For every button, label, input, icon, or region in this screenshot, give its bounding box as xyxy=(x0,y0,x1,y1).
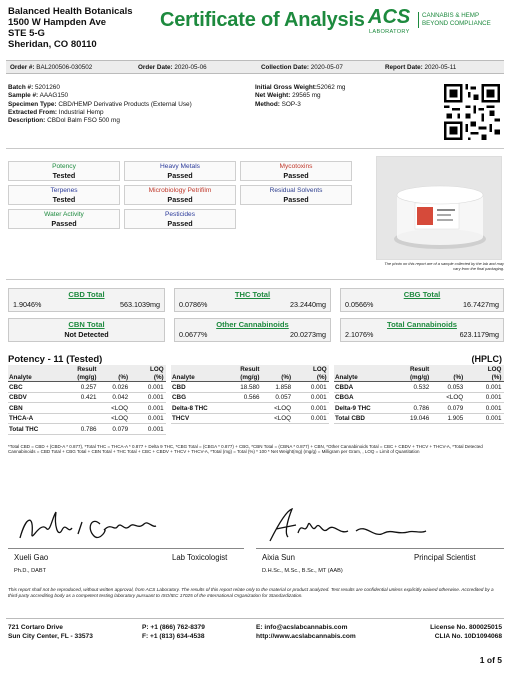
result-percent: <LOQ xyxy=(274,404,292,412)
summary-title: Total Cannabinoids xyxy=(387,320,457,329)
loq-value: 0.001 xyxy=(310,415,327,422)
loq-value: 0.001 xyxy=(485,383,502,391)
result-mg-g: 0.532 xyxy=(413,383,430,391)
summary-title: THC Total xyxy=(234,290,271,299)
signature-line xyxy=(8,548,244,549)
test-heavy-metals[interactable] xyxy=(124,161,236,181)
gross-weight: Initial Gross Weight:52062 mg xyxy=(255,84,346,91)
summary-mg: 16.7427mg xyxy=(463,300,499,309)
sample-info xyxy=(8,84,192,125)
header-loq: LOQ xyxy=(312,366,327,373)
header-result: Result xyxy=(409,366,430,373)
test-status: Passed xyxy=(51,218,77,228)
analyte-name: CBGA xyxy=(335,394,354,401)
signer-credentials-left: Ph.D., DABT xyxy=(14,568,47,574)
test-status: Passed xyxy=(167,194,193,204)
analyte-name: CBC xyxy=(9,383,23,391)
potency-title: Potency - 11 (Tested) xyxy=(8,354,103,365)
cbn-total-box xyxy=(8,318,165,342)
potency-row xyxy=(8,414,166,425)
analyte-name: CBDA xyxy=(335,383,354,391)
page-title: Certificate of Analysis xyxy=(160,9,365,31)
potency-table-1 xyxy=(8,365,166,435)
loq-value: 0.001 xyxy=(147,383,164,391)
potency-header xyxy=(8,365,166,382)
potency-table-2 xyxy=(171,365,329,424)
logo-tag-1: CANNABIS & HEMP xyxy=(422,12,480,19)
potency-table-3 xyxy=(334,365,504,424)
header-loq-unit: (%) xyxy=(153,374,164,381)
test-status: Tested xyxy=(52,170,76,180)
summary-title: CBN Total xyxy=(68,320,105,329)
analyte-name: Total CBD xyxy=(335,415,365,422)
lab-address xyxy=(8,623,93,641)
header-percent: (%) xyxy=(453,374,464,381)
potency-header xyxy=(334,365,504,382)
result-mg-g: 19.046 xyxy=(409,415,430,422)
lab-license xyxy=(430,623,502,641)
loq-value: 0.001 xyxy=(310,394,327,401)
logo-sub: LABORATORY xyxy=(369,29,410,35)
disclaimer: This report shall not be reproduced, without written approval, from ACS Laboratory. The results of this report relate only to the material or product analyzed. Test results are confidential unless explicitly waived otherwise. Accredited by a third-party accrediting body as a competent testing laboratory pursuant to ISO/IEC 17025 of the International Organization for Standardization. xyxy=(8,587,494,598)
description: Description: CBDol Balm FSO 500 mg xyxy=(8,117,120,125)
header-result: Result xyxy=(240,366,260,373)
loq-value: 0.001 xyxy=(310,404,327,412)
header-result-unit: (mg/g) xyxy=(77,374,97,381)
header-percent: (%) xyxy=(118,374,129,381)
header-loq: LOQ xyxy=(149,366,164,373)
signer-name-right: Aixia Sun xyxy=(262,553,295,562)
summary-title: CBG Total xyxy=(403,290,441,299)
header-result-unit: (mg/g) xyxy=(240,374,260,381)
result-percent: 1.858 xyxy=(275,383,292,391)
header-loq: LOQ xyxy=(487,366,502,373)
result-percent: <LOQ xyxy=(111,415,129,422)
summary-percent: 2.1076% xyxy=(345,330,374,339)
loq-value: 0.001 xyxy=(147,415,164,422)
client-address xyxy=(8,6,133,50)
result-percent: <LOQ xyxy=(111,404,129,412)
header-result: Result xyxy=(77,366,97,373)
potency-row xyxy=(8,382,166,393)
cbd-total-box xyxy=(8,288,165,312)
summary-mg: 623.1179mg xyxy=(459,330,499,339)
test-terpenes[interactable] xyxy=(8,185,120,205)
report-date: Report Date: 2020-05-11 xyxy=(385,64,457,71)
summary-mg: 20.0273mg xyxy=(290,330,326,339)
potency-row xyxy=(171,382,329,393)
license-number: License No. 800025015 xyxy=(430,624,502,631)
test-name: Pesticides xyxy=(164,211,196,218)
address-street: 721 Cortaro Drive xyxy=(8,624,63,631)
loq-value: 0.001 xyxy=(147,425,164,433)
header-analyte: Analyte xyxy=(335,374,358,381)
test-name: Residual Solvents xyxy=(269,187,323,194)
address-city: Sun City Center, FL - 33573 xyxy=(8,633,93,640)
result-percent: <LOQ xyxy=(446,394,464,401)
result-percent: 0.079 xyxy=(112,425,129,433)
test-name: Potency xyxy=(52,163,76,170)
analyte-name: THCV xyxy=(172,415,190,422)
test-status: Tested xyxy=(52,194,76,204)
potency-row xyxy=(334,403,504,414)
test-status: Passed xyxy=(167,218,193,228)
analyte-name: CBD xyxy=(172,383,186,391)
result-mg-g: 0.257 xyxy=(80,383,97,391)
lab-phone xyxy=(142,623,205,641)
summary-mg: 23.2440mg xyxy=(290,300,326,309)
potency-row xyxy=(171,403,329,414)
header-percent: (%) xyxy=(281,374,292,381)
divider xyxy=(6,279,504,280)
summary-value: Not Detected xyxy=(64,330,109,339)
client-city: Sheridan, CO 80110 xyxy=(8,39,97,50)
loq-value: 0.001 xyxy=(485,394,502,401)
lab-contact xyxy=(256,623,356,641)
test-pesticides[interactable] xyxy=(124,209,236,229)
header-analyte: Analyte xyxy=(172,374,195,381)
test-potency[interactable] xyxy=(8,161,120,181)
order-number: Order #: BAL200506-030502 xyxy=(10,64,93,71)
method: Method: SOP-3 xyxy=(255,100,301,108)
test-mycotoxins[interactable] xyxy=(240,161,352,181)
phone-number: P: +1 (866) 762-8379 xyxy=(142,624,205,631)
weight-info xyxy=(255,84,345,109)
extracted-from: Extracted From: Industrial Hemp xyxy=(8,108,104,116)
result-percent: 0.079 xyxy=(447,404,464,412)
potency-row xyxy=(334,414,504,425)
test-name: Heavy Metals xyxy=(160,163,200,170)
summary-title: Other Cannabinoids xyxy=(216,320,289,329)
clia-number: CLIA No. 10D1094068 xyxy=(434,633,502,640)
other-cannabinoids-box xyxy=(174,318,331,342)
analyte-name: CBG xyxy=(172,394,186,401)
header-loq-unit: (%) xyxy=(491,374,502,381)
test-status: Passed xyxy=(283,170,309,180)
summary-mg: 563.1039mg xyxy=(120,300,160,309)
test-name: Terpenes xyxy=(50,187,78,194)
test-water-activity[interactable] xyxy=(8,209,120,229)
result-mg-g: 18.580 xyxy=(240,383,260,391)
signature-xueli-gao xyxy=(16,508,166,548)
result-percent: <LOQ xyxy=(274,415,292,422)
logo-main: ACS xyxy=(368,6,411,28)
result-mg-g: 0.566 xyxy=(243,394,260,401)
batch-number: Batch #: 5201260 xyxy=(8,84,60,91)
loq-value: 0.001 xyxy=(485,404,502,412)
potency-row xyxy=(8,403,166,414)
sample-number: Sample #: AAAG150 xyxy=(8,92,69,100)
specimen-type: Specimen Type: CBD/HEMP Derivative Products (External Use) xyxy=(8,100,192,108)
calculation-footnote: *Total CBD = CBD + (CBD-A * 0.877), *Total THC = THCA-A * 0.877 + Delta 9 THC, *CBG Total = (CBGA * 0.877) + CBG, *CBN Total = (CBNA * 0.877) + CBN, *Other Cannabinoids Total = CBC + CBDV + THCV + THCV-A, *Total Detected Cannabinoids = CBD Total + CBG Total + CBN Total + THC Total + CBC + CBDV + THCV + THCV-A, *Total (mg) = Total (%) * 100 * Net Weight(mg) (mg/g) = Milligram per Gram, , LOQ = Limit of Quantitation xyxy=(8,444,483,455)
cbg-total-box xyxy=(340,288,504,312)
summary-title: CBD Total xyxy=(68,290,105,299)
loq-value: 0.001 xyxy=(147,394,164,401)
acs-logo xyxy=(368,8,504,36)
result-percent: 0.053 xyxy=(447,383,464,391)
analyte-name: THCA-A xyxy=(9,415,34,422)
result-mg-g: 0.421 xyxy=(80,394,97,401)
collection-date: Collection Date: 2020-05-07 xyxy=(261,64,343,71)
fax-number: F: +1 (813) 634-4538 xyxy=(142,633,205,640)
summary-percent: 0.0786% xyxy=(179,300,208,309)
client-suite: STE 5-G xyxy=(8,28,45,39)
footer-divider xyxy=(6,618,504,619)
qr-code-icon[interactable] xyxy=(444,84,500,140)
website-link[interactable]: http://www.acslabcannabis.com xyxy=(256,633,356,640)
loq-value: 0.001 xyxy=(310,383,327,391)
analyte-name: Delta-8 THC xyxy=(172,404,208,412)
thc-total-box xyxy=(174,288,331,312)
divider xyxy=(6,148,504,149)
client-name: Balanced Health Botanicals xyxy=(8,6,133,17)
potency-header xyxy=(171,365,329,382)
balm-jar-icon xyxy=(377,157,502,260)
potency-row xyxy=(334,382,504,393)
signature-line xyxy=(256,548,504,549)
total-cannabinoids-box xyxy=(340,318,504,342)
result-mg-g: 0.786 xyxy=(413,404,430,412)
summary-percent: 1.9046% xyxy=(13,300,42,309)
signer-credentials-right: D.H.Sc., M.Sc., B.Sc., MT (AAB) xyxy=(262,568,343,574)
test-microbiology[interactable] xyxy=(124,185,236,205)
signature-aixia-sun xyxy=(262,505,432,547)
header-loq-unit: (%) xyxy=(316,374,327,381)
analyte-name: CBN xyxy=(9,404,23,412)
test-status: Passed xyxy=(167,170,193,180)
test-name: Water Activity xyxy=(44,211,84,218)
email-link[interactable]: E: info@acslabcannabis.com xyxy=(256,624,348,631)
client-street: 1500 W Hampden Ave xyxy=(8,17,107,28)
analyte-name: Delta-9 THC xyxy=(335,404,371,412)
order-bar xyxy=(6,60,504,74)
potency-row xyxy=(8,393,166,404)
logo-tag-2: BEYOND COMPLIANCE xyxy=(422,20,491,27)
result-percent: 0.042 xyxy=(112,394,129,401)
test-name: Microbiology Petrifilm xyxy=(148,187,212,194)
photo-note: The photo on this report are of a sample collected by the lab and may vary from the final packaging. xyxy=(384,261,504,271)
net-weight: Net Weight: 29565 mg xyxy=(255,92,321,100)
header-analyte: Analyte xyxy=(9,374,32,381)
test-name: Mycotoxins xyxy=(279,163,313,170)
potency-row xyxy=(334,393,504,404)
potency-method: (HPLC) xyxy=(471,354,502,364)
product-photo xyxy=(376,156,502,260)
summary-percent: 0.0677% xyxy=(179,330,208,339)
result-percent: 0.026 xyxy=(112,383,129,391)
summary-percent: 0.0566% xyxy=(345,300,374,309)
potency-row xyxy=(8,424,166,435)
signer-title-right: Principal Scientist xyxy=(414,553,476,562)
logo-tagline xyxy=(418,12,508,28)
analyte-name: Total THC xyxy=(9,425,39,433)
order-date: Order Date: 2020-05-06 xyxy=(138,64,207,71)
signer-title-left: Lab Toxicologist xyxy=(172,553,228,562)
result-percent: 0.057 xyxy=(275,394,292,401)
header-result-unit: (mg/g) xyxy=(409,374,430,381)
result-mg-g: 0.786 xyxy=(80,425,97,433)
signer-name-left: Xueli Gao xyxy=(14,553,49,562)
page-number: 1 of 5 xyxy=(479,655,502,665)
analyte-name: CBDV xyxy=(9,394,27,401)
result-percent: 1.905 xyxy=(447,415,464,422)
loq-value: 0.001 xyxy=(485,415,502,422)
test-status: Passed xyxy=(283,194,309,204)
test-residual-solvents[interactable] xyxy=(240,185,352,205)
potency-row xyxy=(171,393,329,404)
loq-value: 0.001 xyxy=(147,404,164,412)
potency-row xyxy=(171,414,329,425)
